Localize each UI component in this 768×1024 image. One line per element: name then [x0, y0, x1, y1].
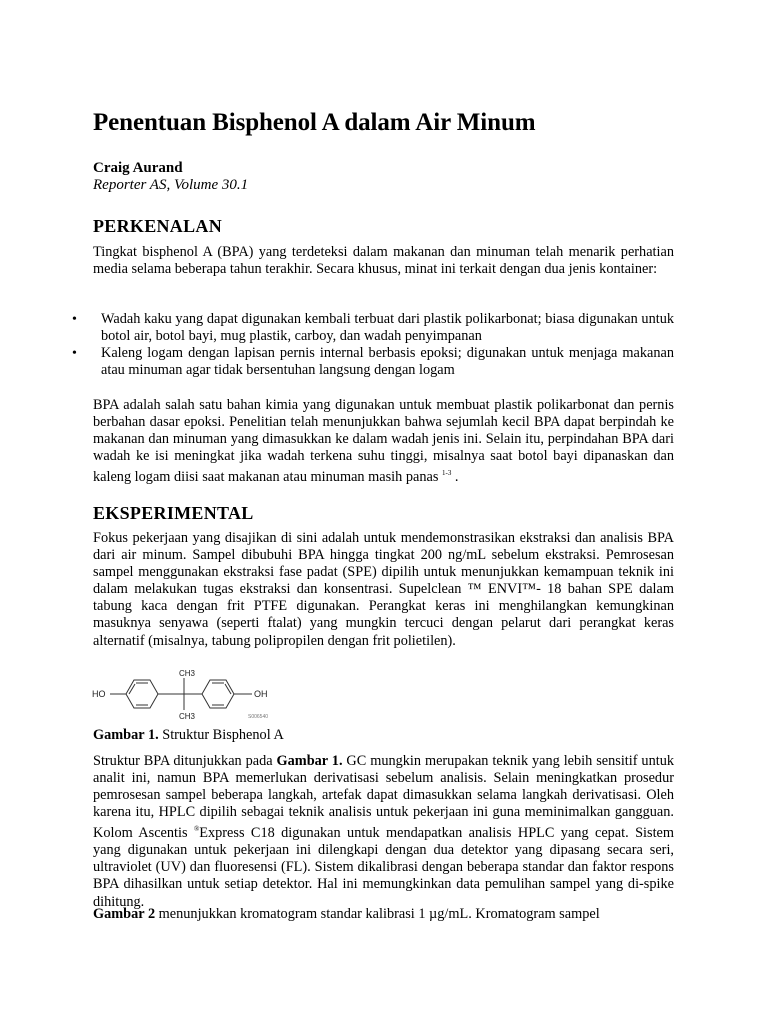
publication-source: Reporter AS, Volume 30.1	[93, 177, 249, 193]
experimental-paragraph-3	[93, 906, 674, 923]
reference-superscript: 1-3	[442, 469, 452, 478]
paragraph-text: GC mungkin merupakan teknik yang lebih sensitif untuk analit ini, namun BPA memerlukan derivatisasi sebelum analisis. Selain meningkatkan prosedur pemrosesan sampel beberapa langkah, artefak dapat dimasukkan selama langkah derivatisasi. Oleh karena itu, HPLC dipilih sebagai teknik analisis untuk pekerjaan ini guna meminimalkan gangguan. Kolom Ascentis	[93, 753, 674, 842]
bullet-icon: •	[72, 312, 77, 327]
bisphenol-a-structure-figure	[90, 666, 280, 722]
paragraph-text: menunjukkan kromatogram standar kalibrasi 1 µg/mL. Kromatogram sampel	[155, 906, 600, 922]
bullet-icon: •	[72, 346, 77, 362]
figure-reference: Gambar 1.	[276, 753, 343, 769]
list-item	[72, 311, 674, 345]
section-heading-intro: PERKENALAN	[93, 216, 223, 236]
methyl-bottom-label: CH3	[179, 712, 196, 721]
section-heading-experimental: EKSPERIMENTAL	[93, 503, 254, 523]
list-item-text: Wadah kaku yang dapat digunakan kembali terbuat dari plastik polikarbonat; biasa digunakan untuk botol air, botol bayi, mug plastik, carboy, dan wadah penyimpanan	[101, 311, 674, 345]
figure-code-label: S006540	[248, 714, 269, 720]
intro-paragraph-2-text: BPA adalah salah satu bahan kimia yang digunakan untuk membuat plastik polikarbonat dan pernis berbahan dasar epoksi. Penelitian telah menunjukkan bahwa sejumlah kecil BPA dapat berpindah ke makanan dan minuman yang dimasukkan ke dalam wadah jenis ini. Selain itu, perpindahan BPA dari wadah ke isi meningkat jika wadah terkena suhu tinggi, misalnya saat botol bayi dipanaskan dan kaleng logam diisi saat makanan atau minuman masih panas	[93, 397, 674, 486]
document-title: Penentuan Bisphenol A dalam Air Minum	[93, 109, 536, 136]
list-item	[72, 345, 674, 379]
registered-mark: ®	[193, 825, 200, 834]
container-type-list	[72, 311, 674, 379]
paragraph-text: Express C18 digunakan untuk mendapatkan analisis HPLC yang cepat. Sistem yang digunakan untuk pekerjaan ini dilengkapi dengan dua detektor yang dipasang secara seri, ultraviolet (UV) dan fluoresensi (FL). Sistem dikalibrasi dengan beberapa standar dan faktor respons BPA dihasilkan untuk setiap detektor. Hal ini memungkinkan data pemulihan sampel yang di-spike dihitung.	[93, 825, 675, 910]
intro-paragraph-1: Tingkat bisphenol A (BPA) yang terdeteksi dalam makanan dan minuman telah menarik perhatian media selama beberapa tahun terakhir. Secara khusus, minat ini terkait dengan dua jenis kontainer:	[93, 244, 674, 278]
experimental-paragraph-1: Fokus pekerjaan yang disajikan di sini adalah untuk mendemonstrasikan ekstraksi dan analisis BPA dari air minum. Sampel dibubuhi BPA hingga tingkat 200 ng/mL sebelum ekstraksi. Pemrosesan sampel menggunakan ekstraksi fase padat (SPE) dipilih untuk menunjukkan kemampuan teknik ini dalam melakukan tugas ekstraksi dan konsentrasi. Supelclean ™ ENVI™- 18 bahan SPE dalam tabung kaca dengan frit PTFE digunakan. Perangkat keras ini menghilangkan kemungkinan masuknya senyawa (seperti ftalat) yang mungkin tercuci dengan pelarut dari perangkat keras alternatif (misalnya, tabung polipropilen dengan frit polietilen).	[93, 530, 674, 649]
intro-paragraph-2-end: .	[454, 469, 459, 486]
figure-caption-label: Gambar 1.	[93, 727, 159, 743]
methyl-top-label: CH3	[179, 669, 196, 678]
experimental-paragraph-2	[93, 753, 674, 911]
hydroxyl-left-label: HO	[92, 689, 106, 699]
intro-paragraph-2	[93, 397, 674, 486]
author-name: Craig Aurand	[93, 160, 183, 176]
hydroxyl-right-label: OH	[254, 689, 268, 699]
paragraph-text: Struktur BPA ditunjukkan pada	[93, 753, 277, 769]
figure-reference: Gambar 2	[93, 906, 156, 922]
list-item-text: Kaleng logam dengan lapisan pernis internal berbasis epoksi; digunakan untuk menjaga makanan atau minuman agar tidak bersentuhan langsung dengan logam	[101, 345, 674, 379]
figure-caption-text: Struktur Bisphenol A	[158, 727, 284, 743]
figure-caption	[93, 727, 284, 744]
